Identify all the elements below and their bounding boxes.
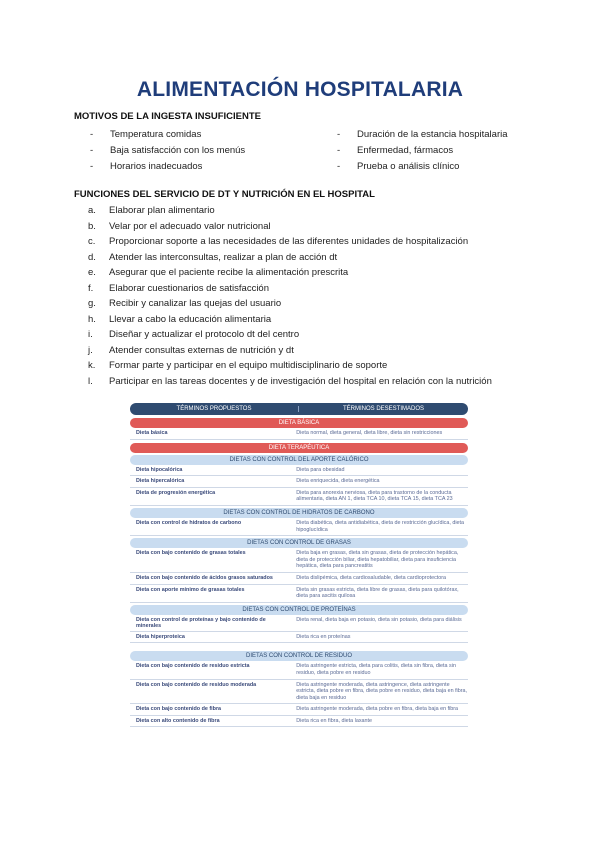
list-item: - Enfermedad, fármacos <box>337 145 454 156</box>
group-band: DIETAS CON CONTROL DE HIDRATOS DE CARBONO <box>130 508 468 518</box>
funciones-list <box>88 203 492 389</box>
column-header: TÉRMINOS DESESTIMADOS <box>342 406 424 412</box>
list-item: - Prueba o análisis clínico <box>337 161 460 172</box>
table-row: Dieta con bajo contenido de residuo estricta Dieta astringente estricta, dieta para colitis, dieta sin fibra, dieta sin residuo, dieta pobre en residuo <box>130 661 468 679</box>
group-band: DIETAS CON CONTROL DE RESIDUO <box>130 651 468 661</box>
table-row: Dieta de progresión energética Dieta para anorexia nerviosa, dieta para trastorno de la conducta alimentaria, dieta AN 1, dieta TCA 10, dieta TCA 15, dieta TCA 23 <box>130 488 468 506</box>
list-item: l. Participar en las tareas docentes y de investigación del hospital en relación con la nutrición <box>88 375 492 387</box>
funciones-heading: FUNCIONES DEL SERVICIO DE DT Y NUTRICIÓN EN EL HOSPITAL <box>74 189 375 200</box>
table-row: Dieta con control de proteínas y bajo contenido de minerales Dieta renal, dieta baja en potasio, dieta sin potasio, dieta para diálisis <box>130 615 468 632</box>
list-item: e. Asegurar que el paciente recibe la alimentación prescrita <box>88 267 349 278</box>
group-band: DIETAS CON CONTROL DEL APORTE CALÓRICO <box>130 455 468 465</box>
group-band: DIETAS CON CONTROL DE PROTEÍNAS <box>130 605 468 615</box>
motivos-list-left <box>90 127 245 175</box>
list-item: j. Atender consultas externas de nutrición y dt <box>88 344 294 356</box>
table-row: Dieta con aporte mínimo de grasas totales Dieta sin grasas estricta, dieta libre de grasas, dieta para quilotórax, dieta para ascitis quilosa <box>130 585 468 603</box>
table-header <box>130 403 468 415</box>
group-band: DIETAS CON CONTROL DE GRASAS <box>130 538 468 548</box>
table-row: Dieta básica Dieta normal, dieta general, dieta libre, dieta sin restricciones <box>130 428 468 440</box>
list-item: h. Llevar a cabo la educación alimentaria <box>88 313 272 325</box>
column-header: TÉRMINOS PROPUESTOS <box>130 406 299 412</box>
table-row: Dieta hipocalórica Dieta para obesidad <box>130 465 468 477</box>
terms-table <box>130 403 468 727</box>
motivos-list-right <box>337 127 508 175</box>
list-item: c. Proporcionar soporte a las necesidades de las diferentes unidades de hospitalización <box>88 236 469 247</box>
page-title: ALIMENTACIÓN HOSPITALARIA <box>136 78 464 101</box>
list-item: i. Diseñar y actualizar el protocolo dt del centro <box>88 329 300 340</box>
table-row: Dieta con control de hidratos de carbono Dieta diabética, dieta antidiabética, dieta de restricción glucídica, dieta hipoglucídica <box>130 518 468 536</box>
section-band: DIETA BÁSICA <box>130 418 468 428</box>
table-row: Dieta con bajo contenido de residuo moderada Dieta astringente moderada, dieta astringence, dieta astringente estricta, dieta pobre en fibra, dieta pobre en residuo, dieta baja en fibra, dieta baja en residuo <box>130 680 468 705</box>
table-row: Dieta con alto contenido de fibra Dieta rica en fibra, dieta laxante <box>130 716 468 728</box>
list-item: d. Atender las interconsultas, realizar a plan de acción dt <box>88 251 338 263</box>
table-row: Dieta hipercalórica Dieta enriquecida, dieta energética <box>130 476 468 488</box>
list-item: - Baja satisfacción con los menús <box>90 145 246 156</box>
list-item: - Duración de la estancia hospitalaria <box>337 129 508 140</box>
table-row: Dieta hiperproteica Dieta rica en proteínas <box>130 632 468 644</box>
list-item: g. Recibir y canalizar las quejas del usuario <box>88 298 282 309</box>
table-row: Dieta con bajo contenido de ácidos grasos saturados Dieta dislipémica, dieta cardiosaludable, dieta cardioprotectora <box>130 573 468 585</box>
list-item: f. Elaborar cuestionarios de satisfacción <box>88 282 270 294</box>
list-item: - Horarios inadecuados <box>90 161 203 172</box>
section-band: DIETA TERAPÉUTICA <box>130 443 468 453</box>
table-row: Dieta con bajo contenido de grasas totales Dieta baja en grasas, dieta sin grasas, dieta de protección hepática, dieta de protección biliar, dieta hepatobiliar, dieta para insuficiencia hepática, dieta para pancreatitis <box>130 548 468 573</box>
list-item: k. Formar parte y participar en el equipo multidisciplinario de soporte <box>88 360 388 371</box>
list-item: a. Elaborar plan alimentario <box>88 205 215 216</box>
table-row: Dieta con bajo contenido de fibra Dieta astringente moderada, dieta pobre en fibra, dieta baja en fibra <box>130 704 468 716</box>
list-item: - Temperatura comidas <box>90 129 202 140</box>
motivos-heading: MOTIVOS DE LA INGESTA INSUFICIENTE <box>74 111 262 122</box>
list-item: b. Velar por el adecuado valor nutricional <box>88 220 271 232</box>
